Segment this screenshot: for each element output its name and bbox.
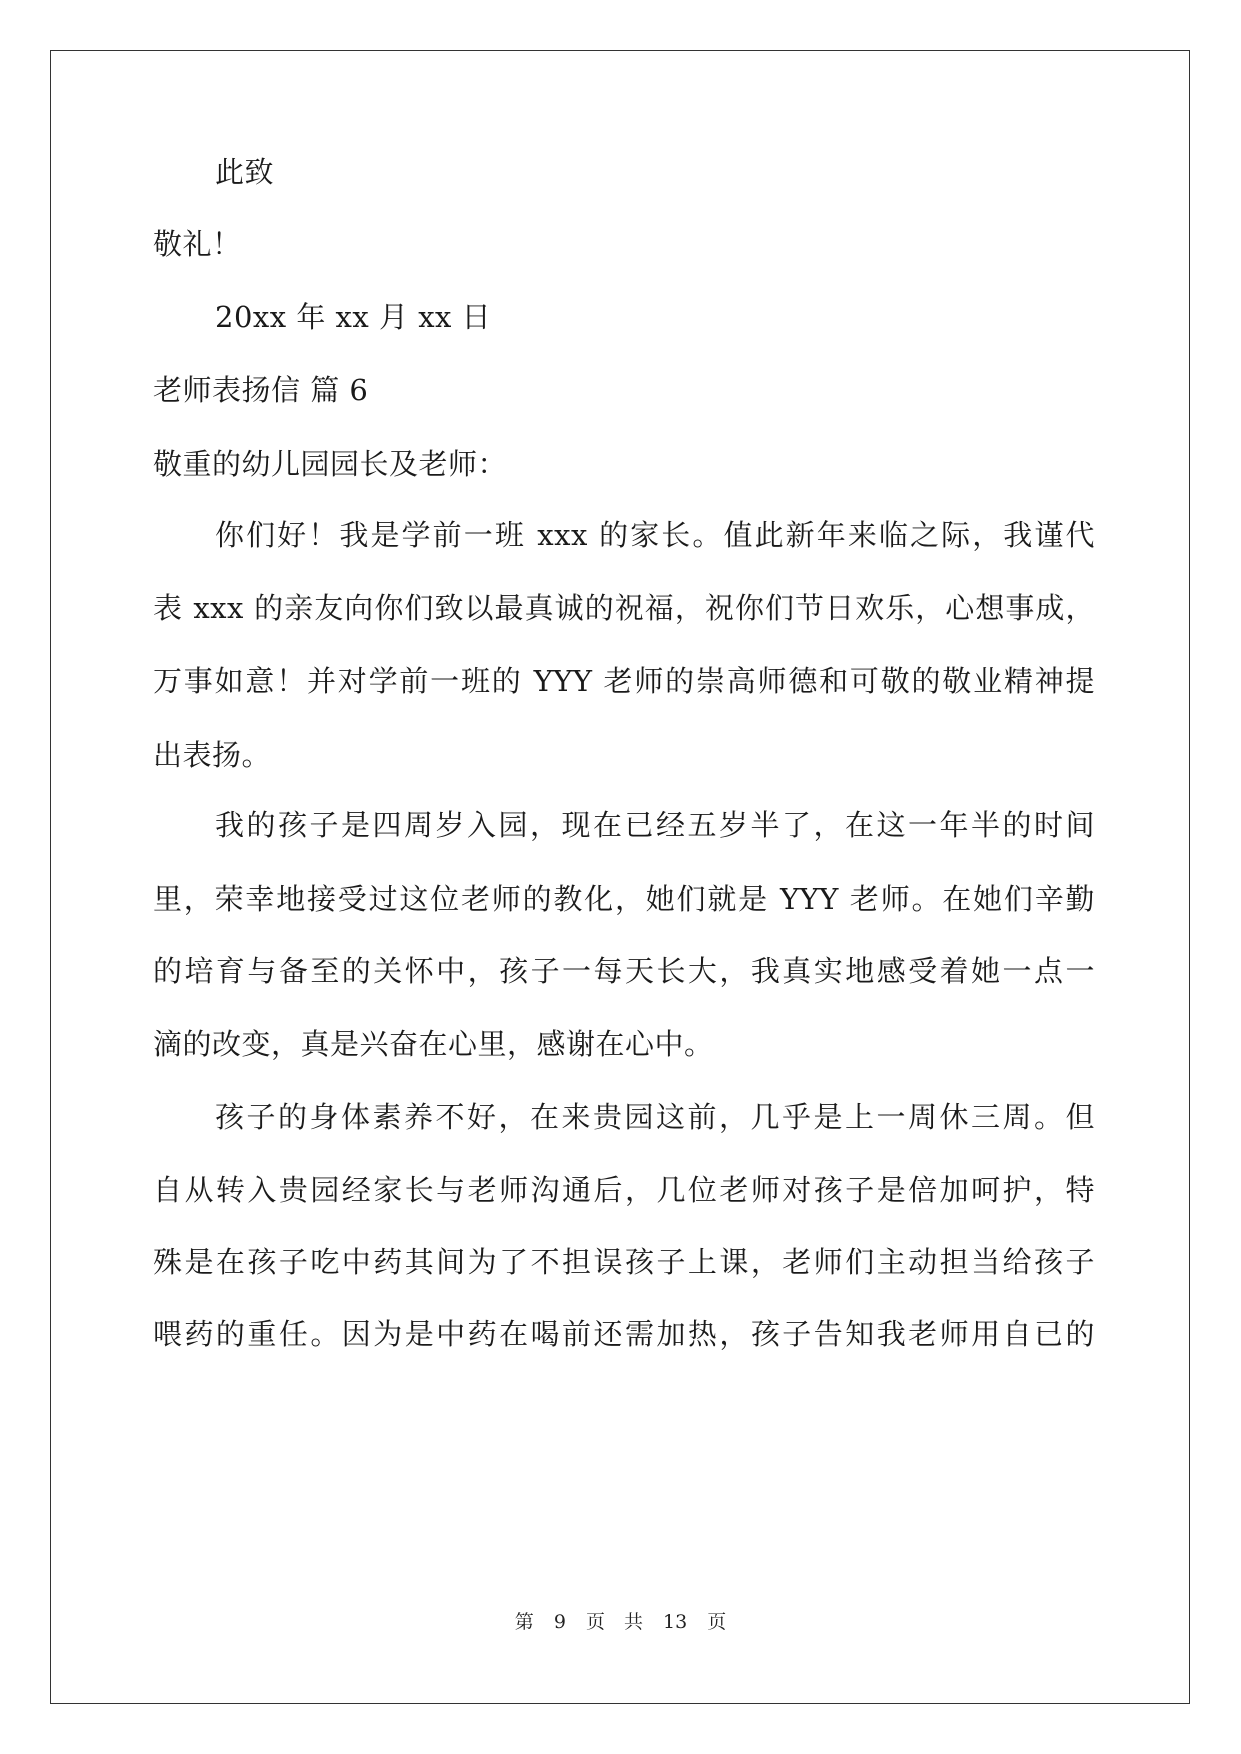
text-line: 里，荣幸地接受过这位老师的教化，她们就是 YYY 老师。在她们辛勤 xyxy=(153,882,1095,916)
text-line: 此致 xyxy=(215,155,275,189)
text-line: 出表扬。 xyxy=(153,738,272,772)
text-line: 20xx 年 xx 月 xx 日 xyxy=(215,300,492,334)
text-line: 喂药的重任。因为是中药在喝前还需加热，孩子告知我老师用自已的 xyxy=(153,1317,1095,1351)
text-line: 万事如意！并对学前一班的 YYY 老师的崇高师德和可敬的敬业精神提 xyxy=(153,664,1095,698)
text-line: 我的孩子是四周岁入园，现在已经五岁半了，在这一年半的时间 xyxy=(215,808,1095,842)
text-line: 表 xxx 的亲友向你们致以最真诚的祝福，祝你们节日欢乐，心想事成， xyxy=(153,591,1095,625)
text-line: 敬重的幼儿园园长及老师： xyxy=(153,447,508,481)
page-number-footer: 第 9 页 共 13 页 xyxy=(514,1611,727,1633)
text-line: 你们好！我是学前一班 xxx 的家长。值此新年来临之际，我谨代 xyxy=(215,518,1095,552)
text-line: 自从转入贵园经家长与老师沟通后，几位老师对孩子是倍加呵护，特 xyxy=(153,1173,1095,1207)
text-line: 孩子的身体素养不好，在来贵园这前，几乎是上一周休三周。但 xyxy=(215,1100,1095,1134)
text-line: 老师表扬信 篇 6 xyxy=(153,373,369,407)
text-line: 殊是在孩子吃中药其间为了不担误孩子上课，老师们主动担当给孩子 xyxy=(153,1245,1095,1279)
text-line: 滴的改变，真是兴奋在心里，感谢在心中。 xyxy=(153,1027,714,1061)
text-line: 的培育与备至的关怀中，孩子一每天长大，我真实地感受着她一点一 xyxy=(153,954,1095,988)
text-line: 敬礼！ xyxy=(153,227,242,261)
